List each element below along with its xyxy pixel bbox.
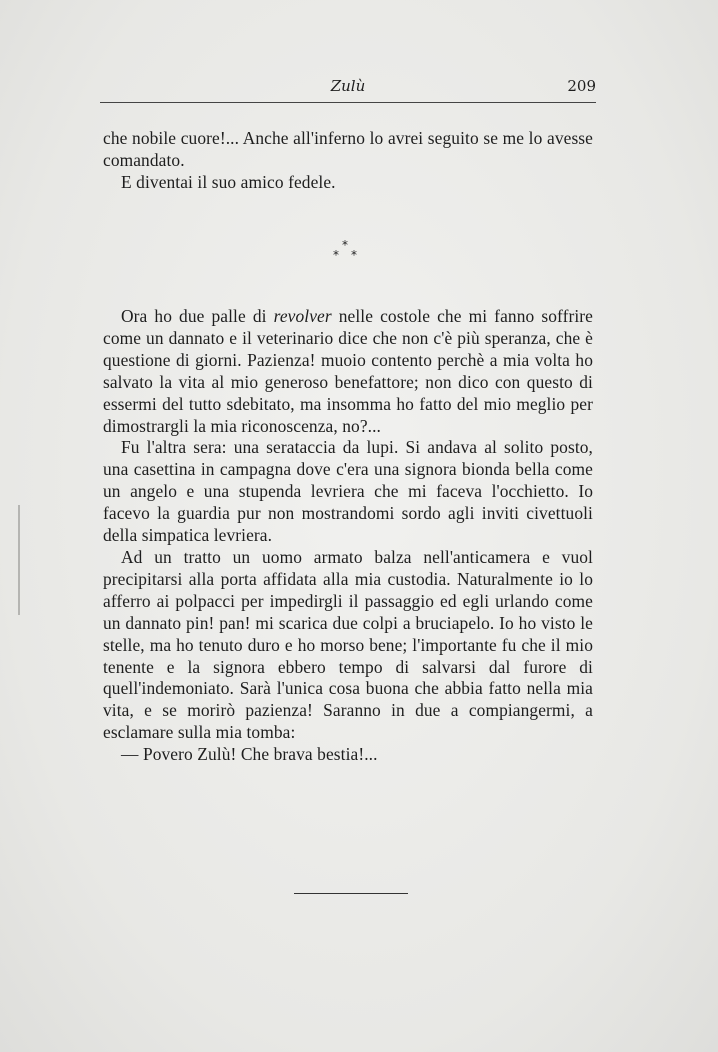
asterisk-icon: * xyxy=(333,248,339,262)
paragraph xyxy=(103,306,593,437)
asterisk-icon: * xyxy=(351,248,357,262)
text-block-top xyxy=(103,128,593,194)
paragraph: E diventai il suo amico fedele. xyxy=(121,171,336,192)
paragraph: Ad un tratto un uomo armato balza nell'anticamera e vuol precipitarsi alla porta affidata alla mia custodia. Naturalmente io lo afferro ai polpacci per impedirgli il passaggio ed egli urlando come un dannato pin! pan! mi scarica due colpi a bruciapelo. Io ho visto le stelle, ma ho tenuto duro e ho morso bene; l'importante fu che il mio tenente e la signora ebbero tempo di salvarsi dal furore di quell'indemoniato. Sarà l'unica cosa buona che abbia fatto nella mia vita, e se morirò pazienza! Saranno in due a compiangermi, a esclamare sulla mia tomba: xyxy=(103,546,593,743)
page-header xyxy=(100,74,596,100)
running-title: Zulù xyxy=(330,77,366,95)
paragraph: che nobile cuore!... Anche all'inferno lo avrei seguito se me lo avesse comandato. xyxy=(103,128,593,170)
text-run: Ora ho due palle di xyxy=(121,306,274,326)
asterism-ornament xyxy=(330,238,366,264)
text-block-main xyxy=(103,306,593,766)
page-number: 209 xyxy=(567,77,596,95)
margin-mark xyxy=(18,505,24,615)
end-rule xyxy=(294,893,408,894)
text-run: nelle costole che mi fanno soffrire come un dannato e il veterinario dice che non c'è più speranza, che è questione di giorni. Pazienza! muoio contento perchè a mia volta ho salvato la vita al mio generoso benefattore; non dico con questo di essermi del tutto sdebitato, ma insomma ho fatto del mio meglio per dimostrargli la mia riconoscenza, no?... xyxy=(103,306,593,436)
paragraph: — Povero Zulù! Che brava bestia!... xyxy=(121,744,378,765)
italic-word: revolver xyxy=(273,306,332,326)
paragraph: Fu l'altra sera: una serataccia da lupi. Si andava al solito posto, una casettina in campagna dove c'era una signora bionda bella come un angelo e una stupenda levriera che mi faceva l'occhietto. Io facevo la guardia pur non mostrandomi sordo agli inviti civettuoli della simpatica levriera. xyxy=(103,437,593,546)
asterisk-icon: * xyxy=(342,238,348,252)
header-rule xyxy=(100,102,596,103)
